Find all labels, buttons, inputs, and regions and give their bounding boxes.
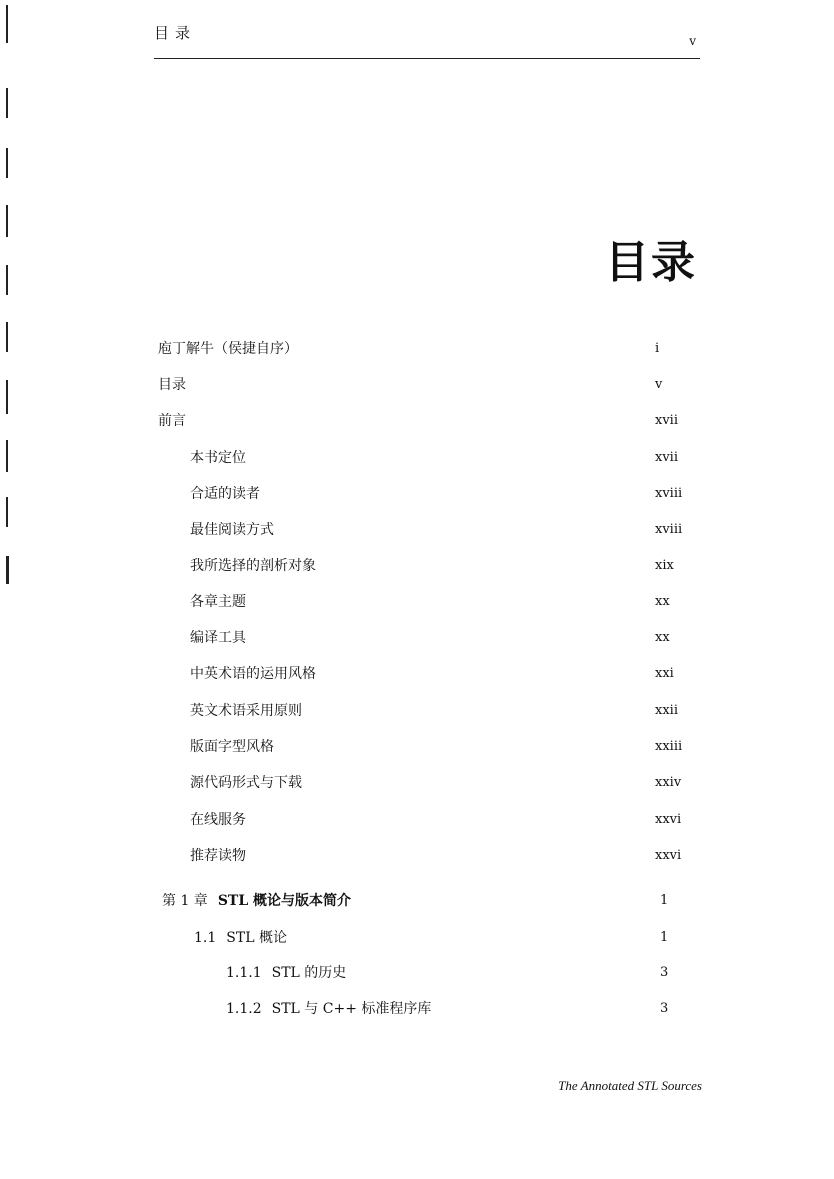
edge-mark — [6, 265, 8, 295]
toc-entry-page: 1 — [660, 930, 669, 945]
toc-entry-page: xviii — [655, 486, 683, 501]
edge-mark — [6, 5, 8, 43]
toc-entry-label — [162, 889, 351, 913]
toc-entry-page: xx — [655, 594, 670, 609]
toc-entry-label — [226, 997, 431, 1021]
toc-entry-title: 版面字型风格 — [190, 739, 274, 755]
toc-entry-page: xvii — [655, 450, 678, 465]
toc-entry-label — [226, 961, 346, 985]
toc-entry-page: xxiii — [655, 739, 683, 754]
toc-subsection-entry[interactable] — [0, 961, 834, 985]
toc-entry[interactable] — [0, 373, 834, 397]
toc-entry[interactable] — [0, 337, 834, 361]
toc-chapter-entry[interactable] — [0, 889, 834, 913]
toc-entry-title: STL 概论 — [226, 930, 287, 946]
toc-entry-title: 源代码形式与下载 — [190, 775, 302, 791]
toc-entry-page: xxvi — [655, 848, 682, 863]
toc-entry-title: 庖丁解牛（侯捷自序） — [158, 341, 298, 357]
toc-entry[interactable] — [0, 482, 834, 506]
toc-section-number: 1.1 — [194, 930, 217, 946]
toc-section-entry[interactable] — [0, 926, 834, 950]
running-header-page-number: v — [689, 34, 696, 48]
toc-entry[interactable] — [0, 808, 834, 832]
toc-entry-page: xxvi — [655, 812, 682, 827]
toc-entry-page: xviii — [655, 522, 683, 537]
toc-subsection-number: 1.1.1 — [226, 965, 262, 981]
toc-entry-page: xxii — [655, 703, 678, 718]
toc-entry-page: 3 — [660, 965, 669, 980]
toc-entry-title: STL 的历史 — [271, 965, 347, 981]
toc-entry[interactable] — [0, 735, 834, 759]
edge-mark — [6, 88, 8, 118]
toc-chapter-number: 第 1 章 — [162, 893, 208, 909]
toc-entry-page: xxi — [655, 666, 674, 681]
toc-subsection-entry[interactable] — [0, 997, 834, 1021]
toc-entry[interactable] — [0, 446, 834, 470]
binding-edge-marks — [6, 0, 10, 600]
toc-entry-label — [194, 926, 287, 950]
toc-entry-title: STL 与 C++ 标准程序库 — [271, 1001, 432, 1017]
toc-entry-page: xix — [655, 558, 674, 573]
toc-entry-title: 前言 — [158, 413, 186, 429]
toc-entry-title: 英文术语采用原则 — [190, 703, 302, 719]
toc-entry[interactable] — [0, 699, 834, 723]
toc-entry[interactable] — [0, 844, 834, 868]
toc-entry-title: 推荐读物 — [190, 848, 246, 864]
toc-entry-title: 目录 — [158, 377, 186, 393]
toc-entry-page: i — [655, 341, 660, 356]
toc-entry[interactable] — [0, 771, 834, 795]
page-title: 目录 — [605, 237, 697, 288]
edge-mark — [6, 205, 8, 237]
toc-entry-title: 编译工具 — [190, 630, 246, 646]
toc-entry-title: 最佳阅读方式 — [190, 522, 274, 538]
toc-entry[interactable] — [0, 554, 834, 578]
toc-entry[interactable] — [0, 662, 834, 686]
toc-entry-page: xvii — [655, 413, 678, 428]
toc-entry-title: STL 概论与版本简介 — [217, 893, 352, 909]
toc-entry-title: 各章主题 — [190, 594, 246, 610]
toc-entry-page: xxiv — [655, 775, 682, 790]
footer-book-title: The Annotated STL Sources — [558, 1078, 702, 1093]
toc-entry-page: v — [655, 377, 663, 392]
toc-entry-page: 3 — [660, 1001, 669, 1016]
toc-entry-title: 本书定位 — [190, 450, 246, 466]
toc-entry-title: 我所选择的剖析对象 — [190, 558, 316, 574]
toc-entry-page: xx — [655, 630, 670, 645]
toc-entry[interactable] — [0, 626, 834, 650]
toc-entry[interactable] — [0, 409, 834, 433]
toc-entry[interactable] — [0, 590, 834, 614]
running-header — [154, 22, 700, 59]
toc-entry[interactable] — [0, 518, 834, 542]
toc-entry-title: 在线服务 — [190, 812, 246, 828]
edge-mark — [6, 148, 8, 178]
toc-entry-page: 1 — [660, 893, 669, 908]
toc-subsection-number: 1.1.2 — [226, 1001, 262, 1017]
toc-entry-title: 合适的读者 — [190, 486, 260, 502]
toc-entry-title: 中英术语的运用风格 — [190, 666, 316, 682]
running-header-title: 目录 — [154, 24, 197, 42]
